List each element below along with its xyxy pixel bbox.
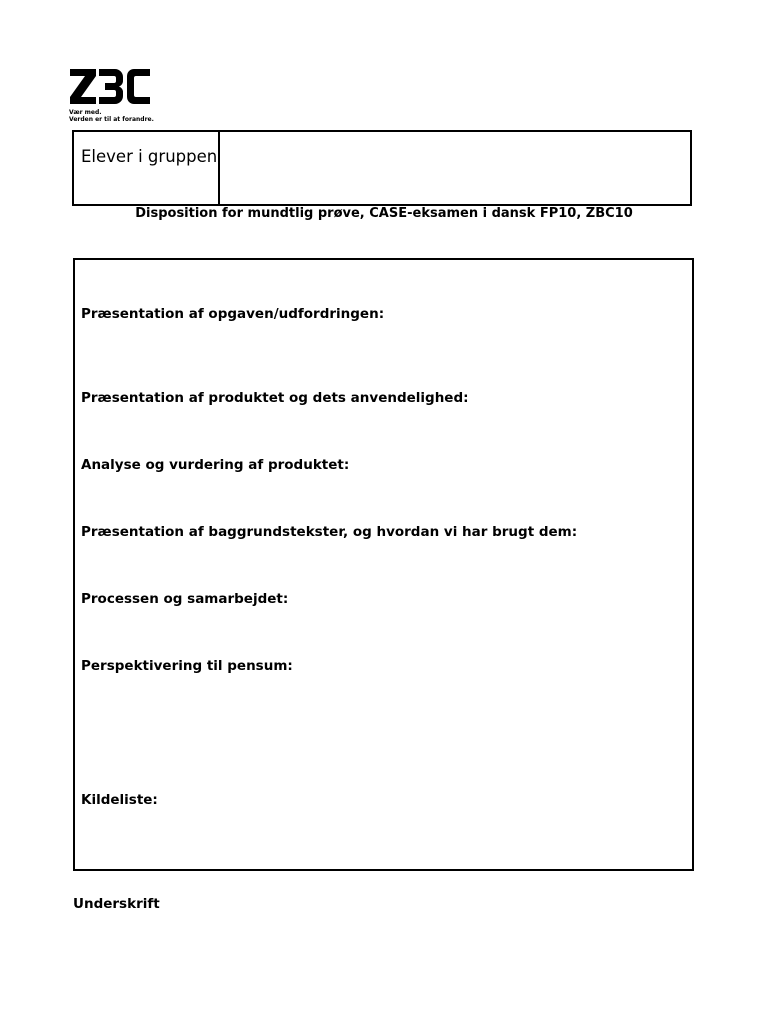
section-heading-process: Processen og samarbejdet: [81,591,289,607]
section-heading-background-texts: Præsentation af baggrundstekster, og hvordan vi har brugt dem: [81,524,578,540]
section-heading-analysis: Analyse og vurdering af produktet: [81,457,350,473]
document-title: Disposition for mundtlig prøve, CASE-eksamen i dansk FP10, ZBC10 [135,206,633,221]
zbc-logo-icon [68,66,152,106]
disposition-box [73,258,694,871]
group-members-field[interactable] [220,132,690,204]
section-heading-perspective: Perspektivering til pensum: [81,658,293,674]
logo-tagline: Vær med. Verden er til at forandre. [69,109,154,123]
signature-label: Underskrift [73,896,160,912]
group-members-table [72,130,692,206]
zbc-logo [68,66,158,128]
section-heading-product: Præsentation af produktet og dets anvendelighed: [81,390,469,406]
section-heading-sources: Kildeliste: [81,792,158,808]
group-members-label: Elever i gruppen [74,132,220,204]
section-heading-task: Præsentation af opgaven/udfordringen: [81,306,385,322]
